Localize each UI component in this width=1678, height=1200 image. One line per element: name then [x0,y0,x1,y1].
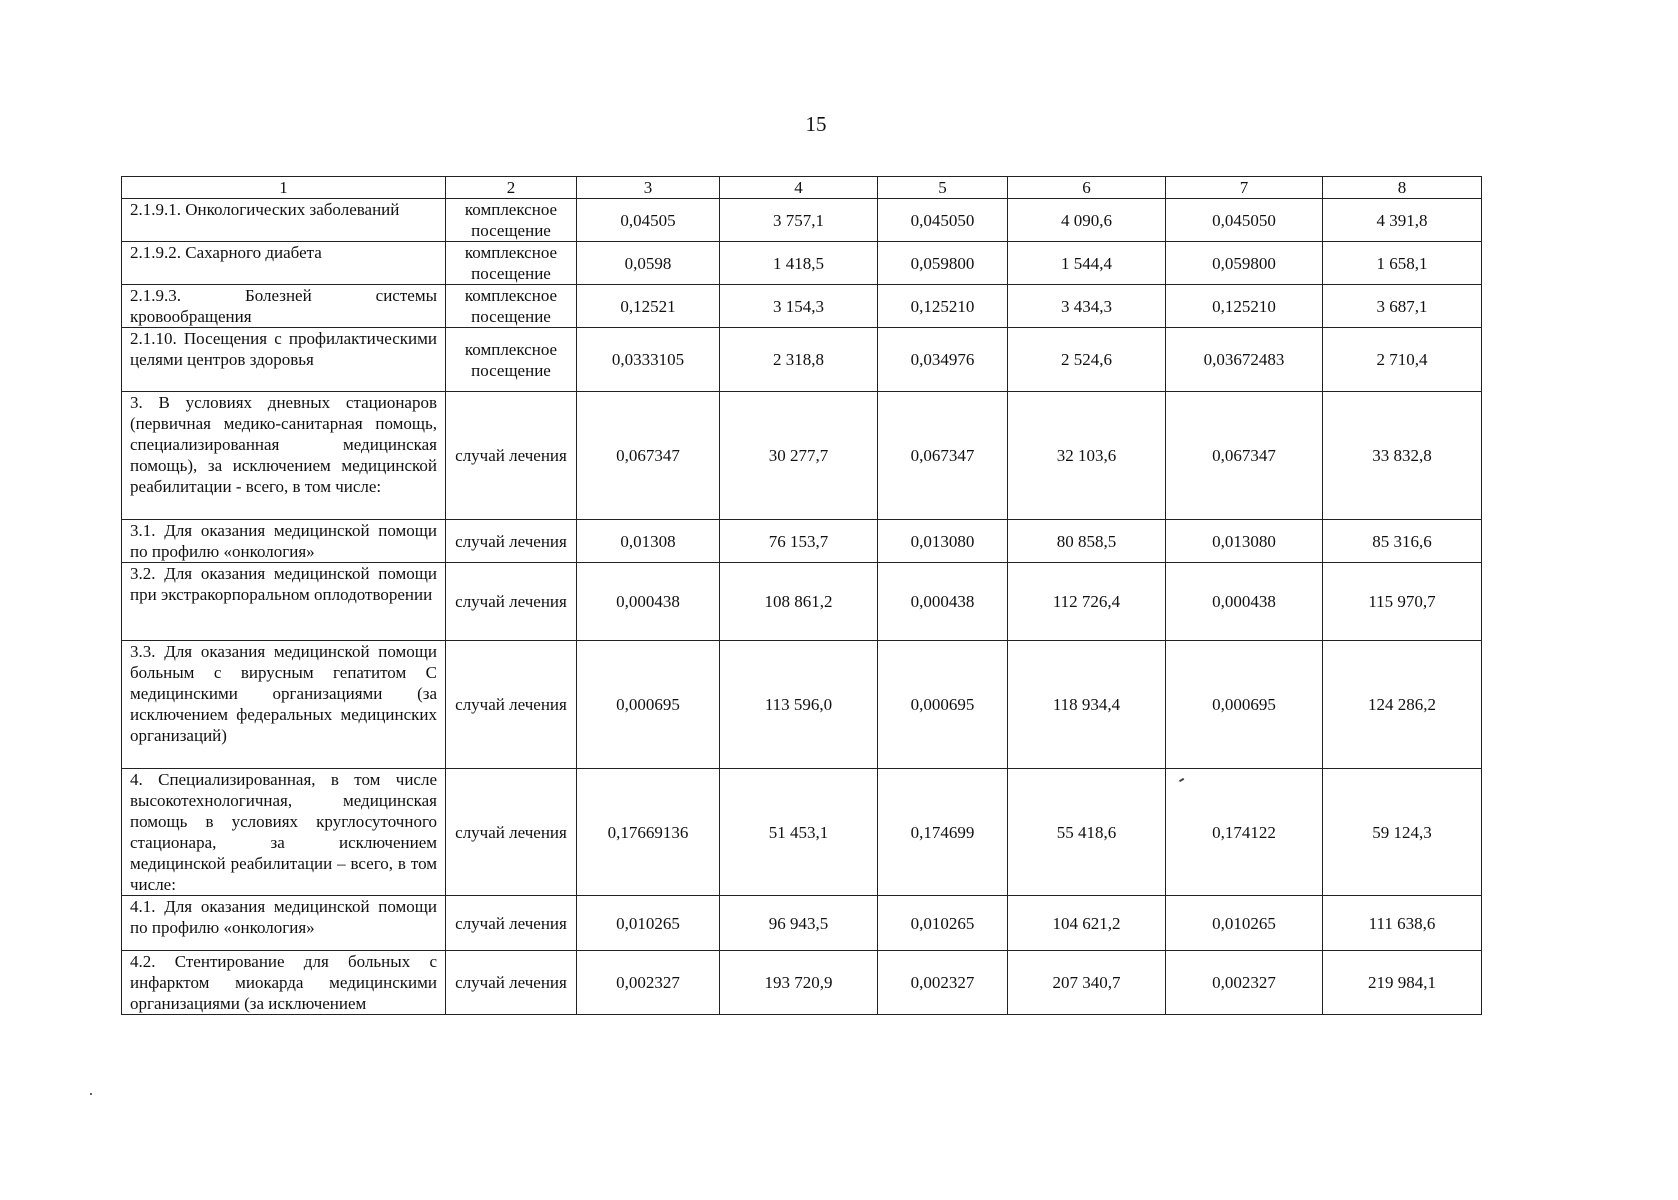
value-col-4: 96 943,5 [720,896,878,951]
value-col-3: 0,000438 [577,563,720,641]
value-col-7: 0,174122 [1166,769,1323,896]
value-col-5: 0,067347 [878,392,1008,520]
value-col-4: 30 277,7 [720,392,878,520]
value-col-4: 113 596,0 [720,641,878,769]
unit-of-measure: случай лечения [446,769,577,896]
value-col-8: 115 970,7 [1323,563,1482,641]
table-row [122,896,1482,951]
value-col-7: 0,002327 [1166,951,1323,1015]
unit-of-measure: комплексное посещение [446,242,577,285]
value-col-3: 0,17669136 [577,769,720,896]
value-col-7: 0,000438 [1166,563,1323,641]
value-col-3: 0,04505 [577,199,720,242]
column-header: 6 [1008,177,1166,199]
unit-of-measure: случай лечения [446,392,577,520]
value-col-7: 0,000695 [1166,641,1323,769]
indicator-name: 3.2. Для оказания медицинской помощи при экстракорпоральном оплодотворении [122,563,446,641]
value-col-6: 32 103,6 [1008,392,1166,520]
value-col-3: 0,01308 [577,520,720,563]
table-row [122,563,1482,641]
column-header: 1 [122,177,446,199]
value-col-8: 33 832,8 [1323,392,1482,520]
value-col-6: 80 858,5 [1008,520,1166,563]
value-col-5: 0,002327 [878,951,1008,1015]
unit-of-measure: комплексное посещение [446,199,577,242]
value-col-5: 0,045050 [878,199,1008,242]
value-col-3: 0,010265 [577,896,720,951]
table-row [122,285,1482,328]
unit-of-measure: случай лечения [446,641,577,769]
indicator-name: 4.2. Стентирование для больных с инфарктом миокарда медицинскими организациями (за исключением [122,951,446,1015]
data-table [121,176,1482,1015]
column-header: 3 [577,177,720,199]
value-col-7: 0,010265 [1166,896,1323,951]
value-col-8: 4 391,8 [1323,199,1482,242]
unit-of-measure: комплексное посещение [446,285,577,328]
value-col-5: 0,000438 [878,563,1008,641]
value-col-4: 76 153,7 [720,520,878,563]
value-col-7: 0,03672483 [1166,328,1323,392]
value-col-5: 0,010265 [878,896,1008,951]
value-col-8: 124 286,2 [1323,641,1482,769]
value-col-6: 3 434,3 [1008,285,1166,328]
indicator-name: 2.1.9.3. Болезней системы кровообращения [122,285,446,328]
value-col-7: 0,045050 [1166,199,1323,242]
unit-of-measure: случай лечения [446,951,577,1015]
unit-of-measure: случай лечения [446,563,577,641]
unit-of-measure: случай лечения [446,520,577,563]
value-col-7: 0,067347 [1166,392,1323,520]
indicator-name: 4.1. Для оказания медицинской помощи по профилю «онкология» [122,896,446,951]
value-col-6: 55 418,6 [1008,769,1166,896]
indicator-name: 2.1.9.1. Онкологических заболеваний [122,199,446,242]
value-col-7: 0,125210 [1166,285,1323,328]
value-col-7: 0,059800 [1166,242,1323,285]
value-col-8: 219 984,1 [1323,951,1482,1015]
value-col-4: 193 720,9 [720,951,878,1015]
value-col-6: 1 544,4 [1008,242,1166,285]
value-col-8: 1 658,1 [1323,242,1482,285]
value-col-8: 85 316,6 [1323,520,1482,563]
value-col-8: 3 687,1 [1323,285,1482,328]
value-col-7: 0,013080 [1166,520,1323,563]
column-header: 4 [720,177,878,199]
column-header: 8 [1323,177,1482,199]
table-row [122,242,1482,285]
value-col-3: 0,067347 [577,392,720,520]
scan-mark [90,1093,92,1095]
value-col-4: 3 154,3 [720,285,878,328]
column-header: 7 [1166,177,1323,199]
value-col-6: 112 726,4 [1008,563,1166,641]
column-header: 2 [446,177,577,199]
value-col-6: 2 524,6 [1008,328,1166,392]
value-col-3: 0,002327 [577,951,720,1015]
value-col-3: 0,12521 [577,285,720,328]
table-row [122,520,1482,563]
value-col-5: 0,013080 [878,520,1008,563]
indicator-name: 3. В условиях дневных стационаров (первичная медико-санитарная помощь, специализированная медицинская помощь), за исключением медицинской реабилитации - всего, в том числе: [122,392,446,520]
value-col-8: 2 710,4 [1323,328,1482,392]
value-col-8: 111 638,6 [1323,896,1482,951]
value-col-6: 207 340,7 [1008,951,1166,1015]
value-col-5: 0,034976 [878,328,1008,392]
value-col-6: 104 621,2 [1008,896,1166,951]
indicator-name: 2.1.9.2. Сахарного диабета [122,242,446,285]
column-header: 5 [878,177,1008,199]
value-col-4: 51 453,1 [720,769,878,896]
unit-of-measure: комплексное посещение [446,328,577,392]
table-row [122,199,1482,242]
value-col-3: 0,0333105 [577,328,720,392]
value-col-4: 2 318,8 [720,328,878,392]
value-col-3: 0,000695 [577,641,720,769]
value-col-4: 3 757,1 [720,199,878,242]
value-col-5: 0,059800 [878,242,1008,285]
column-number-row [122,177,1482,199]
value-col-4: 108 861,2 [720,563,878,641]
page-number: 15 [805,112,827,136]
value-col-4: 1 418,5 [720,242,878,285]
value-col-5: 0,174699 [878,769,1008,896]
indicator-name: 3.3. Для оказания медицинской помощи больным с вирусным гепатитом С медицинскими организациями (за исключением федеральных медицинских организаций) [122,641,446,769]
indicator-name: 2.1.10. Посещения с профилактическими целями центров здоровья [122,328,446,392]
table-row [122,769,1482,896]
value-col-3: 0,0598 [577,242,720,285]
unit-of-measure: случай лечения [446,896,577,951]
table-row [122,641,1482,769]
value-col-6: 4 090,6 [1008,199,1166,242]
value-col-5: 0,000695 [878,641,1008,769]
table-row [122,392,1482,520]
value-col-8: 59 124,3 [1323,769,1482,896]
indicator-name: 3.1. Для оказания медицинской помощи по профилю «онкология» [122,520,446,563]
indicator-name: 4. Специализированная, в том числе высокотехнологичная, медицинская помощь в условиях круглосуточного стационара, за исключением медицинской реабилитации – всего, в том числе: [122,769,446,896]
value-col-5: 0,125210 [878,285,1008,328]
table-row [122,951,1482,1015]
value-col-6: 118 934,4 [1008,641,1166,769]
table-row [122,328,1482,392]
